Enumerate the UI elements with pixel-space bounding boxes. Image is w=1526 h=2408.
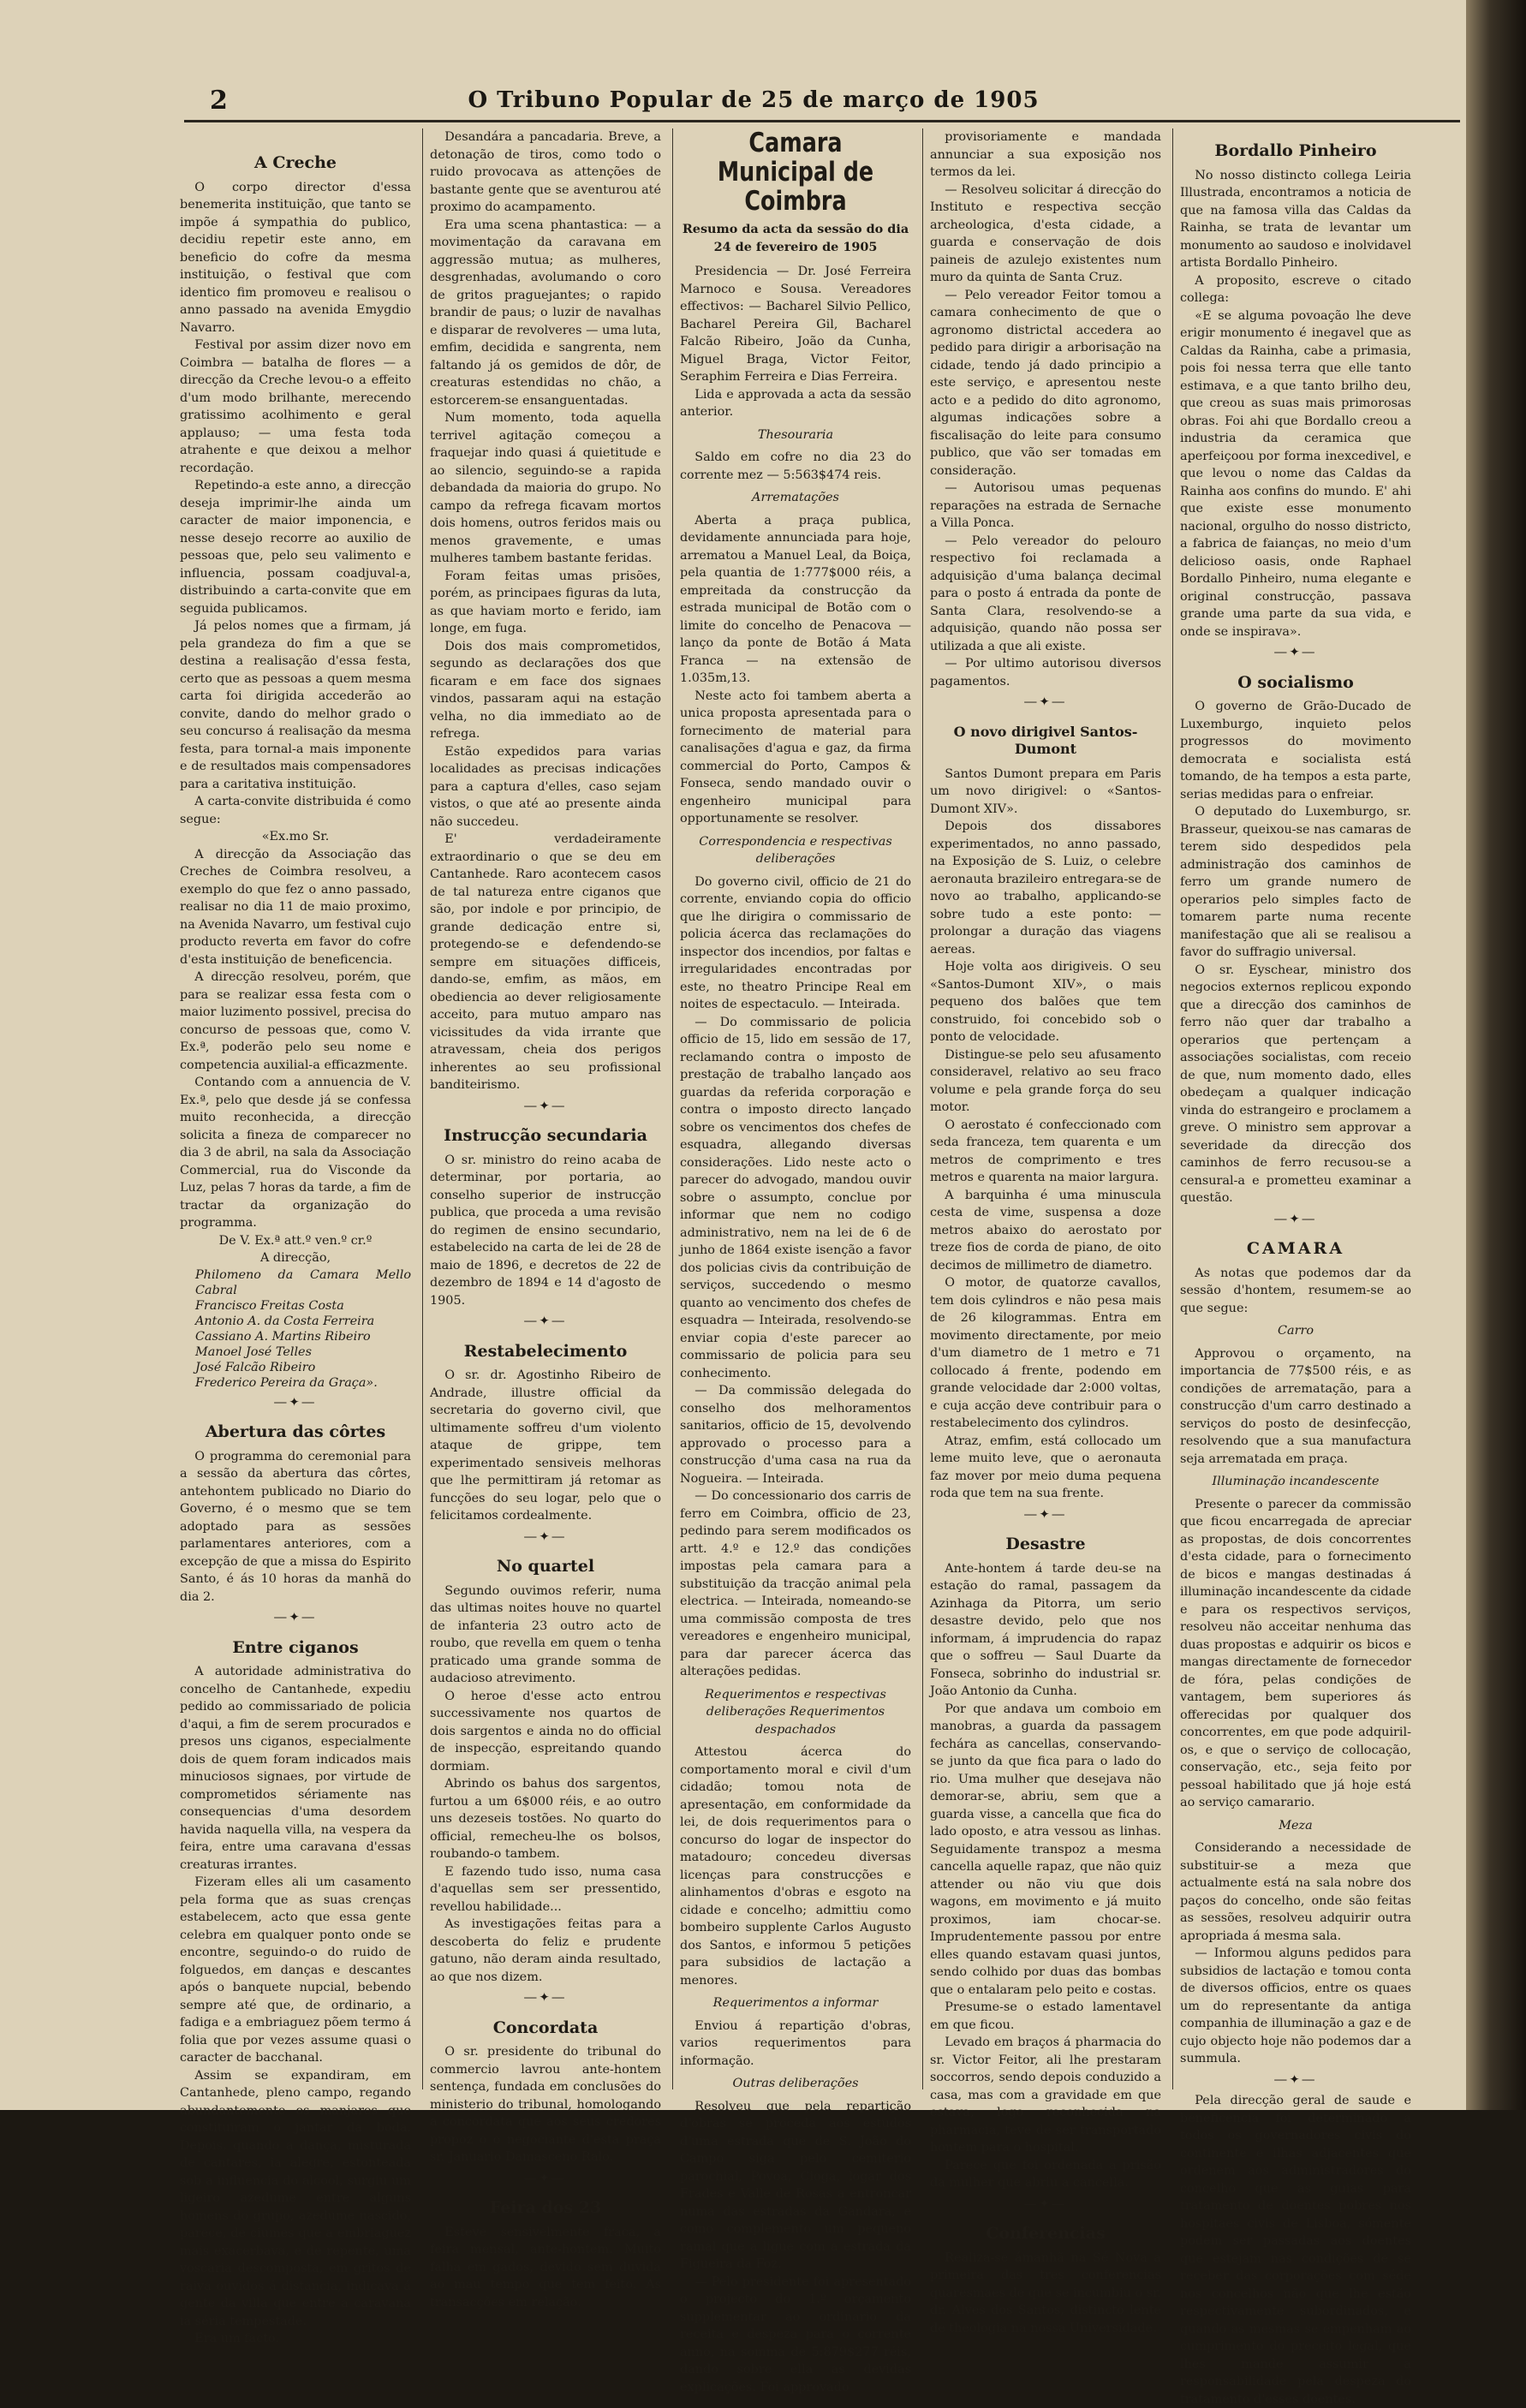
signatory: Frederico Pereira da Graça». (195, 1375, 378, 1390)
paragraph: A autoridade administrativa do concelho de Cantanhede, expediu pedido ao commissariado de policia d'aqui, a fim de serem procurados e presos uns ciganos, especialmente dois de quem foram indicados mais minuciosos signaes, por virtude de comprometidos sériamente nas consequencias d'uma desordem havida naquella villa, na vespera da feira, entre uma caravana d'essas creaturas irrantes. (180, 1665, 411, 1872)
paragraph: Por que andava um comboio em manobras, a guarda da passagem fechára as cancellas, conservando-se junto da que fica para o lado do rio. Uma mulher que desejava não demorar-se, abriu, sem que a guarda visse, a cancella que fica do lado oposto, e atra vessou as linhas. Seguidamente transpoz a mesma cancella aquelle rapaz, que não quiz attender ou não viu que dois wagons, em movimento e já muito proximos, iam chocar-se. Imprudentemente passou por entre elles quando estavam quasi juntos, sendo colhido por duas das bombas que o entalaram pelo peito e costas. (930, 1702, 1161, 1997)
section-label: Requerimentos a informar (712, 1996, 879, 2010)
ornament-divider: ―✦― (1024, 695, 1067, 709)
headline-camara: CAMARA (1246, 1239, 1345, 1258)
paragraph: E fazendo tudo isso, numa casa d'aquellas sem ser pressentido, revellou habilidade... (430, 1864, 661, 1914)
signatory: Cassiano A. Martins Ribeiro (195, 1329, 371, 1344)
paragraph: O heroe d'esse acto entrou successivamente nos quartos de dois sargentos e ainda no do official de inspecção, espreitando quando dormiam. (430, 1689, 661, 1773)
paragraph: O programma do ceremonial para a sessão da abertura das côrtes, antehontem publicado no Diario do Governo, é o mesmo que se tem adoptado para as sessões parlamentares anteriores, com a excepção de que a missa do Espirito Santo, é ás 10 horas da manhã do dia 2. (180, 1449, 411, 1604)
paragraph: E' verdadeiramente extraordinario o que se deu em Cantanhede. Raro acontecem casos de tal natureza entre ciganos que são, por indole e por principio, de grande dedicação entre si, protegendo-se e defendendo-se sempre em situações difficeis, dando-se, emfim, as mãos, em obediencia ao dever religiosamente acceito, para mutuo amparo nas vicissitudes da vida irrante que atravessam, cheia dos perigos inherentes ao seu profissional banditeirismo. (430, 832, 661, 1092)
paragraph: Presidencia — Dr. José Ferreira Marnoco e Sousa. Vereadores effectivos: — Bacharel Silvio Pellico, Bacharel Pereira Gil, Bacharel Falcão Ribeiro, João da Cunha, Miguel Braga, Victor Feitor, Seraphim Ferreira e Dias Ferreira. (680, 265, 911, 384)
ornament-divider: ―✦― (524, 1314, 567, 1328)
paragraph: provisoriamente e mandada annunciar a sua exposição nos termos da lei. (930, 130, 1161, 179)
headline-creche: A Creche (253, 153, 337, 172)
closing: De V. Ex.ª att.º ven.º cr.º (218, 1233, 373, 1248)
headline-socialismo: O socialismo (1237, 672, 1354, 692)
paragraph: — Pelo presidente foi apresentado o projecto do 1.º orçamento supplementar ao ordinario da receita e despeza para o corrente anno, na somma de 5:879$277 réis, dando sobre ella as devidas explicações. Foi approvado (680, 2274, 911, 2394)
ornament-divider: ―✦― (1274, 1212, 1317, 1226)
headline-quartel: No quartel (496, 1557, 595, 1576)
paragraph: — Informou alguns pedidos para subsidios de lactação e tomou conta de diversos officios, entre os quaes um do representante da antiga companhia de illuminação a gaz e de cujo objecto hoje não podemos dar a summula. (1180, 1946, 1411, 2065)
paragraph: — Pelo vereador Feitor tomou a camara conhecimento de que o agronomo districtal accedera ao pedido para dirigir a arborisação na cidade, tendo já dado principio a este serviço, e apresentou neste acto e a pedido do dito agronomo, algumas indicações sobre a fiscalisação do leite para consumo publico, que vão ser tomadas em consideração. (930, 288, 1161, 478)
paragraph: Assim se expandiram, em Cantanhede, pleno campo, regando abundantemente os manjares que constituiram o jantar da boda. Depois, quando a dança, misturada de cantares, ia alegre, estonteada sob a influencia do alcool, surgiu um ligeiro azedume entre alguns homens do grupo, azedume nascido, parece, de ciumes que a embriaguez mais exacerbava, e de repente, uma voscaria descomposta, em gritos de raiva ouvidos á distancia, indicava á gente da villa que entre a caravana ia séria tempestade. (180, 2068, 411, 2328)
paragraph: O deputado do Luxemburgo, sr. Brasseur, queixou-se nas camaras de terem sido despedidos pela administração dos caminhos de ferro um grande numero de operarios pelo simples facto de tomarem parte numa recente manifestação que ali se realisou a favor do suffragio universal. (1180, 805, 1411, 959)
paragraph: No nosso distincto collega Leiria Illustrada, encontramos a noticia de que na famosa villa das Caldas da Rainha, se trata de levantar um monumento ao saudoso e inolvidavel artista Bordallo Pinheiro. (1180, 168, 1411, 270)
paragraph: Foram feitas umas prisões, porém, as principaes figuras da luta, as que haviam morto e ferido, iam longe, em fuga. (430, 569, 661, 635)
paragraph: Era um facto. (194, 2332, 280, 2345)
page-edge-shadow (1466, 0, 1526, 2110)
subheading: Resumo da acta da sessão do dia 24 de fevereiro de 1905 (682, 222, 909, 254)
paragraph: As notas que podemos dar da sessão d'hontem, resumem-se ao que segue: (1180, 1266, 1411, 1315)
section-label: Thesouraria (757, 427, 834, 442)
headline-instruccao: Instrucção secundaria (444, 1126, 647, 1145)
paragraph: A carta-convite distribuida é como segue: (180, 795, 411, 826)
paragraph: Approvou o orçamento, na importancia de 77$500 réis, e as condições de arrematação, para a construcção d'um carro destinado a serviços do posto de desinfecção, resolvendo que a sua manufactura seja arrematada em praça. (1180, 1346, 1411, 1466)
section-label: Arrematações (752, 491, 839, 504)
paragraph: Aberta a praça publica, devidamente annunciada para hoje, arrematou a Manuel Leal, da Boiça, pela quantia de 1:777$000 réis, a empreitada da construcção da estrada municipal de Botão com o limite do concelho de Penacova — lanço da ponte de Botão á Mata Franca — na extensão de 1.035m,13. (680, 513, 911, 685)
paragraph: Ante-hontem á tarde deu-se na estação do ramal, passagem da Azinhaga da Pitorra, um serio desastre devido, pelo que nos informam, á imprudencia do rapaz que o soffreu — Saul Duarte da Fonseca, sobrinho do industrial sr. João Antonio da Cunha. (930, 1561, 1161, 1698)
ornament-divider: ―✦― (524, 2171, 567, 2185)
paragraph: O sr. Eyschear, ministro dos negocios externos replicou expondo que a direcção dos caminhos de ferro não quer dar trabalho a operarios que pertençam a associações socialistas, com receio de que, num momento dado, elles obedeçam a qualquer indicação vinda do estrangeiro e proclamem a greve. O ministro sem approvar a severidade da direcção dos caminhos de ferro recusou-se a censural-a e prometteu examinar a questão. (1180, 963, 1411, 1205)
header-rule (184, 120, 1460, 122)
column-rule (1172, 128, 1173, 2089)
headline-cortes: Abertura das côrtes (205, 1422, 386, 1441)
headline-dirigivel: O novo dirigivel Santos-Dumont (953, 723, 1138, 757)
ornament-divider: ―✦― (1274, 646, 1317, 659)
headline-camara-municipal: Camara Municipal de Coimbra (717, 128, 874, 217)
paragraph: Levado em braços á pharmacia do sr. Victor Feitor, ali lhe prestaram soccorros, sendo depois conduzido a casa, mas com a gravidade em que estava, logo reconhecida na pharmacia, teve de ser transportado hontem para o hospital. (930, 2035, 1161, 2155)
section-label: Carro (1277, 1324, 1314, 1338)
column-5 (1180, 128, 1411, 2406)
paragraph: — Resolveu solicitar á direcção do Instituto e respectiva secção archeologica, d'esta cidade, a guarda e conservação de dois paineis de azulejo existentes num muro da quinta de Santa Cruz. (930, 182, 1161, 284)
headline-concordata: Concordata (492, 2018, 599, 2037)
paragraph: Segundo ouvimos referir, numa das ultimas noites houve no quartel de infanteria 23 outro acto de roubo, que revella em quem o tenha praticado uma grande somma de audacioso atrevimento. (430, 1583, 661, 1685)
salutation: «Ex.mo Sr. (261, 830, 330, 843)
headline-bordallo: Bordallo Pinheiro (1214, 141, 1377, 160)
paragraph: As investigações feitas para a descoberta do feliz e prudente gatuno, não deram ainda resultado, ao que nos dizem. (430, 1917, 661, 1984)
paragraph: — Autorisou umas pequenas reparações na estrada de Sernache a Villa Ponca. (930, 481, 1161, 530)
paragraph: Considerando a necessidade de substituir-se a meza que actualmente está na sala nobre dos paços do concelho, onde são feitas as sessões, resolveu adquirir outra apropriada á mesma sala. (1180, 1841, 1411, 1943)
paragraph: Pela direcção geral de saude e beneficencia foi determinado a todos os governadores civis do continente e ilhas adjacentes que ordenem aos administradores do concelho que as guias para tratamento de doentes pobres nos hospitaes civis de Lisboa, sómente podem ser passadas aos doentes que estejam nas condições de se receber das corporações com séde nos concelhos não que lhe estão respectivamente subordinados, e quando as mesmas se empenham ao cumprimento do preceito legal, que lhes mande assumir a responsabilidade pela despeza do tratamento d'esses doentes. (1180, 2094, 1411, 2406)
column-4 (930, 128, 1161, 2335)
headline-feira: Feira dos 23 (489, 2198, 602, 2217)
section-label: Meza (1279, 1818, 1313, 1833)
column-2 (430, 128, 661, 2310)
headline-desastre: Desastre (1005, 1535, 1086, 1553)
paragraph: Fizeram elles ali um casamento pela forma que as suas crenças estabelecem, acto que essa gente celebra em qualquer ponto onde se encontre, seguindo-o do ruido de folguedos, em danças e descantes após o banquete nupcial, bebendo sempre até que, de ordinario, a fadiga e a embriaguez põem termo á folia que por vezes assume quasi o caracter de bacchanal. (180, 1875, 411, 2065)
paragraph: O sr. presidente do tribunal do commercio lavrou ante-hontem sentença, fundada em conclusões do ministerio do tribunal, homologando a concordata que aos seus credores propoz o o negociante d'esta praça sr. Januario Damasceno Ralo. (430, 2045, 661, 2164)
paragraph: — Da commissão delegada do conselho dos melhoramentos sanitarios, officio de 15, devolvendo approvado o processo para a construcção d'uma casa na rua da Nogueira. — Inteirada. (680, 1384, 911, 1486)
paragraph: Depois dos dissabores experimentados, no anno passado, na Exposição de S. Luiz, o celebre aeronauta brazileiro entregara-se de novo ao trabalho, applicando-se sobre tudo a este ponto: — prolongar a duração das viagens aereas. (930, 820, 1161, 957)
paragraph: O sr. ministro do reino acaba de determinar, por portaria, ao conselho superior de instrucção publica, que proceda a uma revisão do regimen de ensino secundario, estabelecido na carta de lei de 28 de maio de 1896, e decretos de 22 de dezembro de 1894 e 14 d'agosto de 1905. (430, 1153, 661, 1308)
paragraph: A direcção da Associação das Creches de Coimbra resolveu, a exemplo do que fez o anno passado, realisar no dia 11 de maio proximo, na Avenida Navarro, um festival cujo producto reverta em favor do cofre d'esta instituição de beneficencia. (180, 847, 412, 967)
paragraph: Saldo em cofre no dia 23 do corrente mez — 5:563$474 reis. (680, 450, 911, 482)
paragraph: Distingue-se pelo seu afusamento consideravel, relativo ao seu fraco volume e pela grande força do seu motor. (930, 1047, 1161, 1114)
headline-restabelecimento: Restabelecimento (463, 1341, 628, 1361)
ornament-divider: ―✦― (524, 1991, 567, 2005)
paragraph: Dois dos mais comprometidos, segundo as declarações dos que ficaram e em face dos signaes vindos, passaram aqui na estação velha, no dia immediato ao de refrega. (430, 639, 661, 741)
paragraph: — Do concessionario dos carris de ferro em Coimbra, officio de 23, pedindo para serem modificados os artt. 4.º e 12.º das condições impostas pela camara para a substituição da tracção animal pela electrica. — Inteirada, nomeando-se uma commissão composta de tres vereadores e engenheiro municipal, para dar parecer ácerca das alterações pedidas. (680, 1489, 911, 1678)
ornament-divider: ―✦― (274, 1611, 317, 1624)
ornament-divider: ―✦― (1024, 2196, 1067, 2211)
paragraph: Enviou á repartição d'obras, varios requerimentos para informação. (680, 2018, 911, 2068)
paragraph: «E se alguma povoação lhe deve erigir monumento é inegavel que as Caldas da Rainha, cabe a primasia, pois foi nessa terra que elle tanto estimava, e a que tanto brilho deu, que creou as suas mais primorosas obras. Foi ahi que Bordallo creou a industria da ceramica que aperfeiçoou por forma inexcedivel, e que levou o nome das Caldas da Rainha aos confins do mundo. E' ahi que existe esse monumento nacional, orgulho do nosso districto, a fabrica de faianças, no meio d'um delicioso oasis, onde Raphael Bordallo Pinheiro, numa elegante e original construcção, passava grande uma parte da sua vida, e onde se inspirava». (1180, 308, 1411, 639)
signatory: Antonio A. da Costa Ferreira (195, 1314, 375, 1328)
paragraph: Santos Dumont prepara em Paris um novo dirigivel: o «Santos-Dumont XIV». (930, 766, 1161, 816)
column-3 (680, 128, 911, 2394)
page-number: 2 (210, 86, 228, 116)
paragraph: O sr. dr. Agostinho Ribeiro de Andrade, illustre official da secretaria do governo civil, que ultimamente soffreu d'um violento ataque de grippe, tem experimentado sensiveis melhoras que lhe permittiram já retomar as funcções do seu logar, pelo que o felicitamos cordealmente. (430, 1368, 661, 1523)
direction-label: A direcção, (259, 1251, 331, 1265)
paragraph: Lida e approvada a acta da sessão anterior. (680, 387, 911, 419)
paragraph: A direcção resolveu, porém, que para se realizar essa festa com o maior luzimento possivel, precisa do concurso de pessoas que, como V. Ex.ª, poderão pelo seu nome e competencia auxilial-a efficazmente. (180, 970, 411, 1072)
paragraph: — Pelo vereador do pelouro respectivo foi reclamada a adquisição d'uma balança decimal para o posto á entrada da ponte de Santa Clara, resolvendo-se a adquisição, quando não possa ser utilizada a que ali existe. (930, 533, 1161, 653)
section-label: Requerimentos e respectivas deliberações Requerimentos despachados (705, 1687, 886, 1737)
paragraph: — Por ultimo autorisou diversos pagamentos. (930, 657, 1161, 688)
ornament-divider: ―✦― (524, 1099, 567, 1113)
paragraph: O aerostato é confeccionado com seda franceza, tem quarenta e um metros de comprimento e tres metros e quarenta na maior largura. (930, 1118, 1161, 1184)
paragraph: Esteve sensivelmente fraca, a feira mensal, ante-hontem. Muito falha em gados, devido sem duvida ao mau tempo que tem feito. As transacções em relação. (430, 2225, 661, 2310)
paragraph: O governo de Grão-Ducado de Luxemburgo, inquieto pelos progressos do movimento democrata e socialista está tomando, de ha tempos a esta parte, serias medidas para o enfreiar. (1180, 700, 1411, 802)
paragraph: Estão expedidos para varias localidades as precisas indicações para a captura d'elles, caso sejam vistos, o que até ao presente ainda não succedeu. (430, 744, 661, 829)
paragraph: Parece que foi ordenada a prisão da mulher que abriu a cancella. (930, 2158, 1161, 2190)
ornament-divider: ―✦― (1024, 1507, 1067, 1522)
paragraph: Já pelos nomes que a firmam, já pela grandeza do fim a que se destina a realisação d'essa festa, certo que as pessoas a quem mesma carta foi dirigida accederão ao convite, dando do melhor grado o seu concurso á realisação da mesma festa, para tornal-a mais imponente e de resultados mais compensadores para a caritativa instituição. (180, 619, 411, 791)
paragraph: Hoje volta aos dirigiveis. O seu «Santos-Dumont XIV», o mais pequeno dos balões que tem construido, foi concebido sob o ponto de velocidade. (930, 960, 1161, 1044)
column-rule (672, 128, 673, 2089)
signatory: Manoel José Telles (195, 1344, 312, 1359)
column-1 (180, 128, 412, 2345)
paragraph: Neste acto foi tambem aberta a unica proposta apresentada para o fornecimento de material para canalisações d'agua e gaz, da firma commercial do Porto, Campos & Fonseca, sendo mandado ouvir o engenheiro municipal para opportunamente se resolver. (680, 688, 911, 826)
paragraph: Attestou ácerca do comportamento moral e civil d'um cidadão; tomou nota de apresentação, em conformidade da lei, de dois requerimentos para o concurso do logar de inspector do matadouro; concedeu diversas licenças para construcções e alinhamentos d'obras e esgoto na cidade e concelho; admittiu como bombeiro supplente Carlos Augusto dos Santos, e informou 5 petições para subsidios de lactação a menores. (680, 1745, 911, 1988)
section-label: Outras deliberações (732, 2077, 859, 2090)
masthead (176, 86, 1332, 120)
ornament-divider: ―✦― (1274, 2072, 1317, 2087)
section-label: Illuminação incandescente (1212, 1475, 1380, 1488)
signatory: Philomeno da Camara Mello Cabral (195, 1267, 411, 1297)
paragraph: Presume-se o estado lamentavel em que ficou. (930, 2000, 1161, 2032)
headline-conferencias: Conferencias (986, 2224, 1106, 2243)
signatory: José Falcão Ribeiro (195, 1360, 316, 1374)
paragraph: Abrindo os bahus dos sargentos, furtou a um 6$000 réis, e ao outro uns dezeseis tostões. No quarto do official, remecheu-lhe os bolsos, roubando-o tambem. (430, 1777, 661, 1861)
running-head: O Tribuno Popular de 25 de março de 1905 (468, 87, 1040, 113)
paragraph: Repetindo-a este anno, a direcção deseja imprimir-lhe ainda um caracter de maior imponencia, e nesse desejo recorre ao auxilio de pessoas que, pelo seu valimento e influencia, possam coadjuval-a, distribuindo a carta-convite que em seguida publicamos. (180, 479, 411, 616)
paragraph: Atraz, emfim, está collocado um leme muito leve, que o aeronauta faz mover por meio duma pequena roda que tem na sua frente. (930, 1433, 1161, 1500)
paragraph: — Do commissario de policia officio de 15, lido em sessão de 17, reclamando contra o imposto de prestação de trabalho lançado aos guardas da referida corporação e contra o imposto directo lançado sobre os vencimentos dos chefes de esquadra, allegando diversas considerações. Lido neste acto o parecer do advogado, mandou ouvir sobre o assumpto, conclue por informar que nem no codigo administrativo, nem na lei de 6 de junho de 1864 existe isenção a favor dos policias civis da contribuição de serviços, succedendo o mesmo quanto ao vencimento dos chefes de esquadra — Inteirada, resolvendo-se enviar copia d'este parecer ao commissario de policia para seu conhecimento. (680, 1015, 911, 1380)
column-rule (922, 128, 923, 2089)
paragraph: Num momento, toda aquella terrivel agitação começou a fraquejar indo quasi á quietitude e ao silencio, seguindo-se a rapida debandada da maioria do grupo. No campo da refrega ficavam mortos dois homens, outros feridos mais ou menos gravemente, e umas mulheres tambem bastante feridas. (430, 411, 661, 565)
section-label: Correspondencia e respectivas deliberações (699, 834, 892, 866)
ornament-divider: ―✦― (274, 1395, 317, 1410)
paragraph: Festival por assim dizer novo em Coimbra — batalha de flores — a direcção da Creche levou-o a effeito d'um modo brilhante, merecendo gratissimo acolhimento e geral applauso; — uma festa toda atrahente e que deixou a melhor recordação. (180, 338, 411, 475)
ornament-divider: ―✦― (524, 1529, 567, 1544)
column-rule (422, 128, 423, 2089)
paragraph: Do governo civil, officio de 21 do corrente, enviando copia do officio que lhe dirigira o commissario de policia ácerca das reclamações do inspector dos incendios, por faltas e irregularidades encontradas por este, no theatro Principe Real em noites de espectaculo. — Inteirada. (680, 874, 911, 1011)
paragraph: Presente o parecer da commissão que ficou encarregada de apreciar as propostas, de dois concorrentes d'esta cidade, para o fornecimento de bicos e mangas destinadas á illuminação incandescente da cidade e para os respectivos serviços, resolveu não acceitar nenhuma das duas propostas e adquirir os bicos e mangas directamente de fornecedor de fóra, pelas condições de vantagem, bem superiores ás offerecidas por qualquer dos concorrentes, em que pode adquiril-os, e que o serviço de collocação, conservação, etc., seja feito por pessoal habilitado que já hoje está ao serviço camarario. (1180, 1497, 1411, 1809)
paragraph: O corpo director d'essa benemerita instituição, que tanto se impõe á sympathia do publico, decidiu repetir este anno, em beneficio do cofre da mesma instituição, o festival que com identico fim promoveu e realisou o anno passado na avenida Emygdio Navarro. (180, 180, 411, 335)
paragraph: Realiza-se ámanhã na Sé Nova a primeira das tres conferencias quaresmaes de que se incumbiu o sr. dr. Alves dos Santos, distincto lente de theologia na nossa Universidade. (930, 2250, 1161, 2335)
paragraph: Desandára a pancadaria. Breve, a detonação de tiros, como todo o ruido provocava as attenções de bastante gente que se aventurou até proximo do acampamento. (430, 130, 661, 214)
signatory: Francisco Freitas Costa (195, 1298, 344, 1313)
paragraph: O motor, de quatorze cavallos, tem dois cylindros e não pesa mais de 26 kilogrammas. Entra em movimento directamente, por meio d'um diametro de 1 metro e 71 collocado á frente, podendo em grande velocidade dar 2:000 voltas, e cuja acção deve contribuir para o restabelecimento dos cylindros. (930, 1276, 1161, 1430)
paragraph: A proposito, escreve o citado collega: (1180, 273, 1411, 305)
paragraph: Contando com a annuencia de V. Ex.ª, pelo que desde já se confessa muito reconhecida, a direcção solicita a fineza de comparecer no dia 3 de abril, na sala da Associação Commercial, rua do Visconde da Luz, pelas 7 horas da tarde, a fim de tractar da organização do programma. (180, 1076, 411, 1230)
paragraph: Era uma scena phantastica: — a movimentação da caravana em aggressão mutua; as mulheres, desgrenhadas, avolumando o coro de gritos praguejantes; o rapido brandir de paus; o luzir de navalhas e disparar de revolveres — uma luta, emfim, decidida e sangrenta, nem faltando já os gemidos de dôr, de creaturas estendidas no chão, a estorcerem-se ensanguentadas. (430, 218, 661, 408)
headline-ciganos: Entre ciganos (232, 1637, 359, 1657)
paragraph: A barquinha é uma minuscula cesta de vime, suspensa a doze metros abaixo do aerostato por treze fios de corda de piano, de oito decimos de millimetro de diametro. (930, 1188, 1161, 1273)
paragraph: Resolveu que pela repartição d'obras se proceda aos estudos d'uma estrada que de S. João do Campo siga pelo cemiterio parochial, Povoa, Cioga, logar dos Frades e Valle de Rosas a entroncar numa das estradas da Gandara, e como complemento um pequeno ramal que a ligue com a estrada da Figueira da Foz. (680, 2099, 911, 2271)
